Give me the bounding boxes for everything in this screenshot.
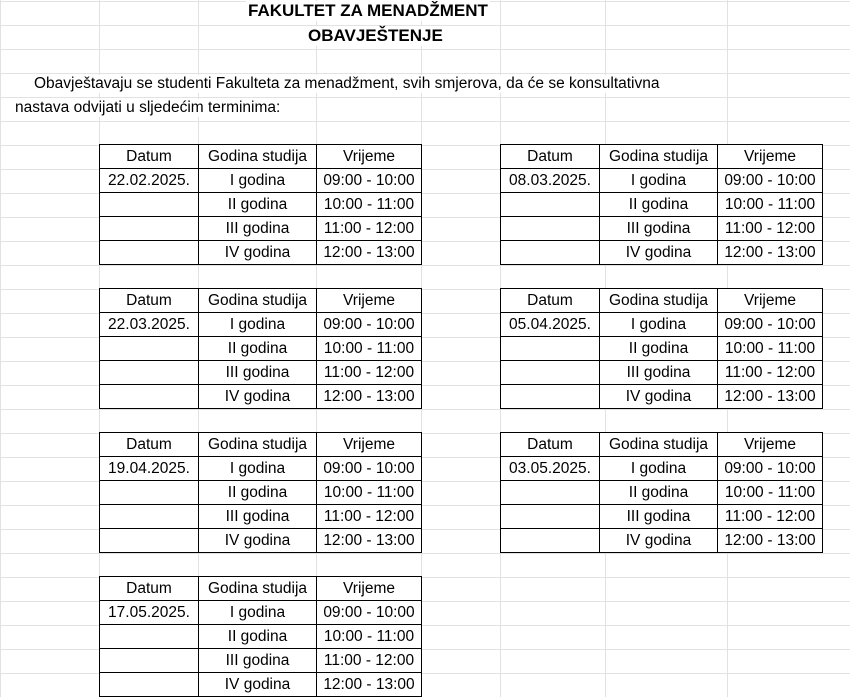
table-header-row [501,289,823,313]
column-header-time: Vrijeme [718,145,823,169]
time-cell: 09:00 - 10:00 [718,169,823,193]
year-cell: I godina [600,457,718,481]
year-cell: IV godina [600,529,718,553]
time-cell: 09:00 - 10:00 [317,457,422,481]
time-cell: 09:00 - 10:00 [317,601,422,625]
column-header-year: Godina studija [199,145,317,169]
table-row [501,385,823,409]
empty-date-cell [100,193,199,217]
time-cell: 10:00 - 11:00 [718,193,823,217]
column-header-date: Datum [501,289,600,313]
date-cell: 22.03.2025. [100,313,199,337]
column-header-year: Godina studija [199,433,317,457]
table-row [501,193,823,217]
time-cell: 09:00 - 10:00 [317,313,422,337]
year-cell: I godina [199,601,317,625]
time-cell: 10:00 - 11:00 [317,625,422,649]
table-row [501,337,823,361]
empty-date-cell [100,649,199,673]
column-header-date: Datum [501,145,600,169]
year-cell: III godina [600,505,718,529]
table-row [100,481,422,505]
year-cell: II godina [199,481,317,505]
year-cell: I godina [199,169,317,193]
table-row [100,169,422,193]
table-header-row [100,289,422,313]
empty-date-cell [100,385,199,409]
table-row [501,457,823,481]
schedule-table [500,432,823,553]
year-cell: III godina [199,361,317,385]
page-title: FAKULTET ZA MENADŽMENT [248,1,488,20]
table-row [100,673,422,697]
time-cell: 10:00 - 11:00 [317,337,422,361]
empty-date-cell [501,217,600,241]
table-row [501,313,823,337]
schedule-table [500,144,823,265]
year-cell: I godina [199,457,317,481]
table-row [501,529,823,553]
schedule-table [500,288,823,409]
table-row [100,625,422,649]
year-cell: I godina [600,169,718,193]
table-header-row [100,145,422,169]
column-header-time: Vrijeme [317,577,422,601]
time-cell: 11:00 - 12:00 [718,361,823,385]
time-cell: 09:00 - 10:00 [718,457,823,481]
time-cell: 12:00 - 13:00 [718,241,823,265]
year-cell: II godina [600,481,718,505]
year-cell: III godina [600,361,718,385]
column-header-date: Datum [100,145,199,169]
year-cell: IV godina [199,241,317,265]
time-cell: 10:00 - 11:00 [317,481,422,505]
table-row [100,217,422,241]
year-cell: IV godina [199,529,317,553]
schedule-table [99,576,422,697]
table-row [501,169,823,193]
empty-date-cell [100,673,199,697]
time-cell: 12:00 - 13:00 [718,529,823,553]
empty-date-cell [100,217,199,241]
year-cell: IV godina [600,385,718,409]
table-row [100,385,422,409]
column-header-date: Datum [100,289,199,313]
time-cell: 11:00 - 12:00 [718,217,823,241]
column-header-date: Datum [100,433,199,457]
column-header-time: Vrijeme [317,433,422,457]
table-row [501,361,823,385]
empty-date-cell [100,361,199,385]
year-cell: II godina [199,337,317,361]
table-row [100,361,422,385]
table-row [100,505,422,529]
column-header-date: Datum [501,433,600,457]
column-header-year: Godina studija [199,289,317,313]
column-header-year: Godina studija [600,289,718,313]
year-cell: II godina [600,193,718,217]
table-row [100,529,422,553]
year-cell: III godina [199,505,317,529]
schedule-table [99,288,422,409]
time-cell: 12:00 - 13:00 [317,673,422,697]
time-cell: 12:00 - 13:00 [317,241,422,265]
year-cell: II godina [600,337,718,361]
table-row [100,193,422,217]
empty-date-cell [100,505,199,529]
date-cell: 22.02.2025. [100,169,199,193]
column-header-date: Datum [100,577,199,601]
empty-date-cell [100,529,199,553]
empty-date-cell [100,241,199,265]
page-subtitle: OBAVJEŠTENJE [308,26,443,45]
table-header-row [501,145,823,169]
time-cell: 10:00 - 11:00 [317,193,422,217]
empty-date-cell [501,193,600,217]
table-row [100,457,422,481]
time-cell: 11:00 - 12:00 [317,505,422,529]
table-row [501,481,823,505]
year-cell: III godina [600,217,718,241]
date-cell: 08.03.2025. [501,169,600,193]
time-cell: 11:00 - 12:00 [317,361,422,385]
table-row [100,313,422,337]
table-header-row [100,577,422,601]
intro-text-line-2: nastava odvijati u sljedećim terminima: [15,99,281,116]
table-header-row [501,433,823,457]
column-header-time: Vrijeme [317,145,422,169]
date-cell: 19.04.2025. [100,457,199,481]
empty-date-cell [501,361,600,385]
column-header-time: Vrijeme [718,289,823,313]
date-cell: 05.04.2025. [501,313,600,337]
time-cell: 12:00 - 13:00 [718,385,823,409]
date-cell: 03.05.2025. [501,457,600,481]
intro-text-line-1: Obavještavaju se studenti Fakulteta za menadžment, svih smjerova, da će se konsultativna [34,75,660,92]
table-row [100,601,422,625]
time-cell: 12:00 - 13:00 [317,385,422,409]
year-cell: IV godina [199,385,317,409]
year-cell: I godina [199,313,317,337]
year-cell: II godina [199,193,317,217]
year-cell: III godina [199,217,317,241]
schedule-table [99,432,422,553]
time-cell: 12:00 - 13:00 [317,529,422,553]
table-header-row [100,433,422,457]
column-header-time: Vrijeme [718,433,823,457]
empty-date-cell [501,385,600,409]
time-cell: 10:00 - 11:00 [718,337,823,361]
column-header-year: Godina studija [600,145,718,169]
year-cell: I godina [600,313,718,337]
empty-date-cell [100,625,199,649]
empty-date-cell [501,505,600,529]
empty-date-cell [501,481,600,505]
empty-date-cell [100,481,199,505]
column-header-year: Godina studija [199,577,317,601]
table-row [501,241,823,265]
schedule-table [99,144,422,265]
table-row [501,217,823,241]
empty-date-cell [501,529,600,553]
year-cell: IV godina [600,241,718,265]
table-row [501,505,823,529]
empty-date-cell [501,241,600,265]
date-cell: 17.05.2025. [100,601,199,625]
time-cell: 11:00 - 12:00 [317,217,422,241]
table-row [100,649,422,673]
year-cell: IV godina [199,673,317,697]
empty-date-cell [100,337,199,361]
time-cell: 09:00 - 10:00 [317,169,422,193]
time-cell: 09:00 - 10:00 [718,313,823,337]
empty-date-cell [501,337,600,361]
time-cell: 10:00 - 11:00 [718,481,823,505]
time-cell: 11:00 - 12:00 [317,649,422,673]
time-cell: 11:00 - 12:00 [718,505,823,529]
table-row [100,337,422,361]
year-cell: III godina [199,649,317,673]
table-row [100,241,422,265]
column-header-time: Vrijeme [317,289,422,313]
column-header-year: Godina studija [600,433,718,457]
year-cell: II godina [199,625,317,649]
